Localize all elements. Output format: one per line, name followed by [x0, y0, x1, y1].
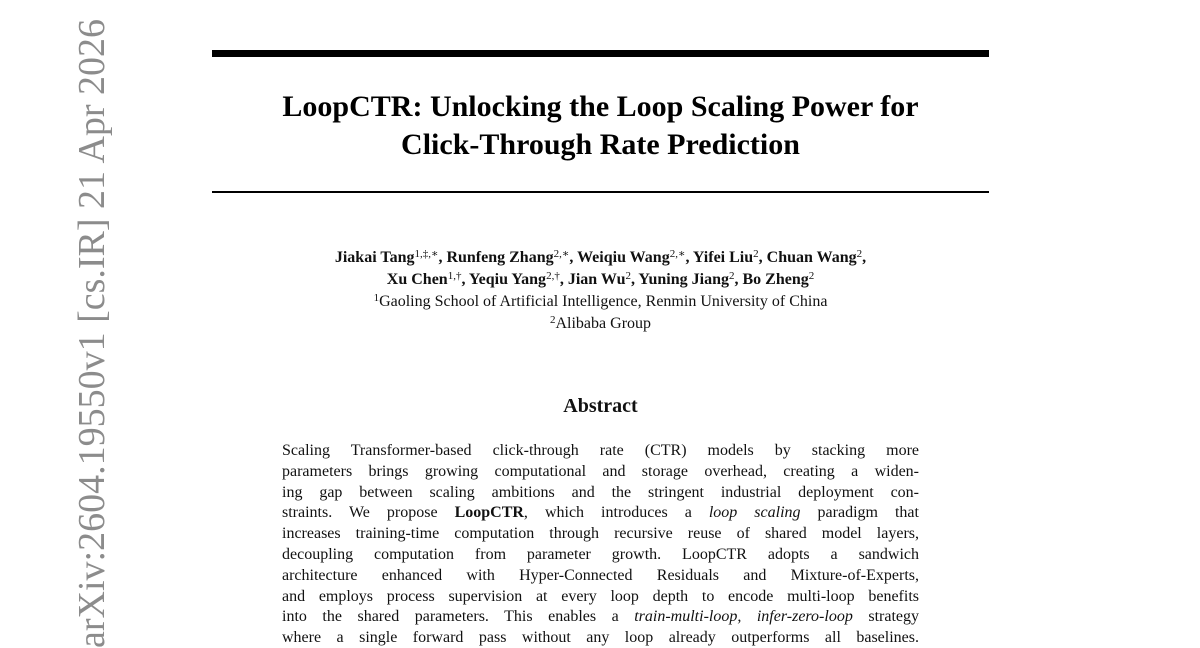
- author-separator: ,: [685, 249, 693, 266]
- author-affil-mark: 2,†: [546, 270, 560, 282]
- abstract-text: paradigm that: [800, 504, 919, 522]
- title-line-2: Click-Through Rate Prediction: [401, 128, 800, 161]
- author-name: Bo Zheng: [742, 271, 809, 288]
- abstract-line: parameters brings growing computational and storage overhead, creating a widen-: [282, 462, 919, 480]
- author-name: Jiakai Tang: [334, 249, 415, 266]
- author-separator: ,: [862, 249, 867, 266]
- author-block: [212, 247, 989, 335]
- author-name: Weiqiu Wang: [577, 249, 670, 266]
- affiliation-mark: 2: [549, 314, 556, 326]
- abstract-text: strategy: [852, 608, 919, 626]
- author-line-2: [212, 269, 989, 291]
- author-affil-mark: 2: [808, 270, 815, 282]
- title-bottom-rule: [212, 191, 989, 193]
- author-separator: ,: [630, 271, 639, 288]
- author-affil-mark: 2: [625, 270, 631, 282]
- author-affil-mark: 1,‡,∗: [414, 248, 439, 260]
- arxiv-identifier-stamp: arXiv:2604.19550v1 [cs.IR] 21 Apr 2026: [71, 18, 113, 648]
- author-line-1: [212, 247, 989, 269]
- abstract-heading: Abstract: [563, 395, 638, 417]
- abstract-line: [282, 607, 919, 628]
- abstract-line: Scaling Transformer-based click-through rate (CTR) models by stacking more: [282, 442, 919, 459]
- abstract-line: where a single forward pass without any loop already outperforms all baselines.: [282, 629, 919, 647]
- author-separator: ,: [758, 249, 767, 266]
- abstract-line: [282, 503, 919, 524]
- author-affil-mark: 2: [753, 248, 759, 260]
- author-name: Runfeng Zhang: [446, 249, 554, 266]
- author-name: Chuan Wang: [766, 249, 857, 266]
- abstract-line: decoupling computation from parameter growth. LoopCTR adopts a sandwich: [282, 545, 919, 563]
- author-affil-mark: 1,†: [447, 270, 462, 282]
- affiliation-2: [212, 313, 989, 335]
- author-separator: ,: [438, 249, 447, 266]
- author-affil-mark: 2: [856, 248, 863, 260]
- abstract-line: ing gap between scaling ambitions and the stringent industrial deployment con-: [282, 483, 919, 501]
- emphasis: loop scaling: [708, 504, 801, 522]
- author-separator: ,: [461, 271, 469, 288]
- paper-title: [212, 88, 989, 164]
- abstract-text: , which introduces a: [523, 504, 709, 522]
- abstract-body: [282, 441, 919, 648]
- author-affil-mark: 2,∗: [553, 248, 570, 260]
- author-name: Jian Wu: [567, 271, 626, 288]
- author-name: Yeqiu Yang: [468, 271, 547, 288]
- author-affil-mark: 2: [728, 270, 735, 282]
- emphasis: train-multi-loop, infer-zero-loop: [634, 608, 853, 626]
- author-separator: ,: [734, 271, 743, 288]
- author-name: Yifei Liu: [692, 249, 754, 266]
- abstract-text: straints. We propose: [282, 504, 455, 522]
- title-top-rule: [212, 50, 989, 57]
- affiliation-1: [212, 291, 989, 313]
- abstract-text: into the shared parameters. This enables a: [282, 608, 635, 626]
- author-name: Yuning Jiang: [638, 271, 729, 288]
- model-name: LoopCTR: [454, 504, 524, 522]
- abstract-line: and employs process supervision at every loop depth to encode multi-loop benefits: [282, 587, 919, 605]
- abstract-line: increases training-time computation through recursive reuse of shared model layers,: [282, 525, 919, 543]
- affiliation-text: Alibaba Group: [555, 315, 652, 332]
- abstract-line: architecture enhanced with Hyper-Connected Residuals and Mixture-of-Experts,: [282, 566, 919, 584]
- author-affil-mark: 2,∗: [669, 248, 686, 260]
- author-separator: ,: [569, 249, 578, 266]
- affiliation-text: Gaoling School of Artificial Intelligence, Renmin University of China: [379, 293, 828, 310]
- title-line-1: LoopCTR: Unlocking the Loop Scaling Power for: [282, 90, 919, 123]
- author-name: Xu Chen: [386, 271, 448, 288]
- affiliation-mark: 1: [373, 292, 380, 304]
- author-separator: ,: [559, 271, 568, 288]
